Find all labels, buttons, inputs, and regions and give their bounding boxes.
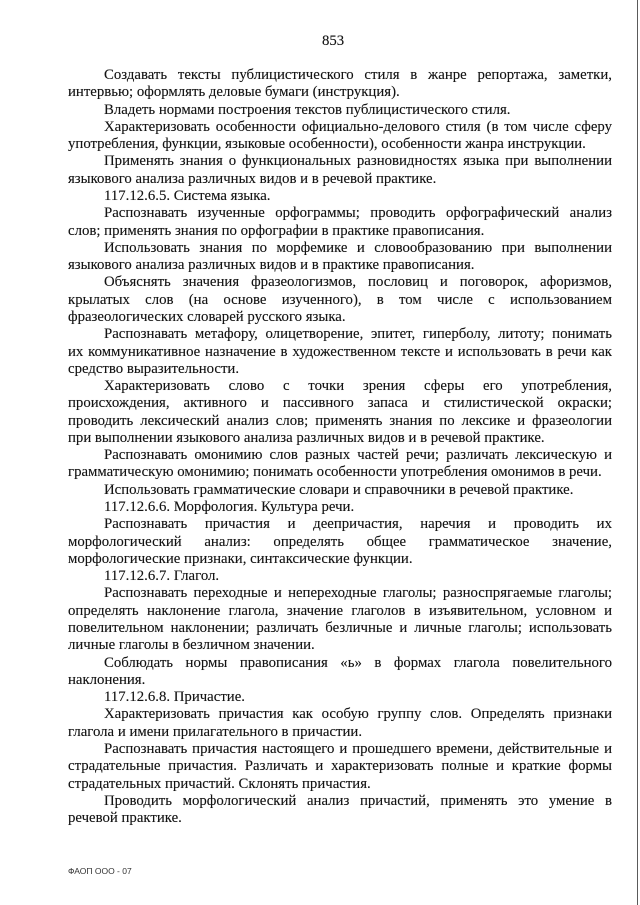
section-heading [68, 188, 612, 205]
text-line: Распознавать переходные и непереходные глаголы; разноспрягаемые глаголы; [104, 585, 612, 602]
text-line: глагола и имени прилагательного в причастии. [68, 723, 363, 740]
text-line: страдательные причастия. Различать и характеризовать полные и краткие формы [68, 758, 612, 775]
text-line: Создавать тексты публицистического стиля в жанре репортажа, заметки, [104, 67, 612, 83]
section-heading-text: 117.12.6.6. Морфология. Культура речи. [104, 499, 355, 516]
text-line: средство выразительности. [68, 360, 240, 377]
text-line: Распознавать причастия и деепричастия, наречия и проводить их [104, 516, 612, 533]
section-heading-text: 117.12.6.7. Глагол. [104, 568, 220, 585]
text-line: Владеть нормами построения текстов публицистического стиля. [104, 101, 511, 118]
text-line: Объяснять значения фразеологизмов, пословиц и поговорок, афоризмов, [104, 274, 612, 291]
text-line: Характеризовать слово с точки зрения сферы его употребления, [104, 378, 612, 395]
text-line: фразеологических словарей русского языка. [68, 308, 346, 325]
text-line: проводить лексический анализ слов; применять знания по лексике и фразеологии [68, 412, 612, 429]
scan-edge-line [637, 0, 638, 905]
text-line: их коммуникативное назначение в художественном тексте и использовать в речи как [68, 343, 612, 360]
text-line: Распознавать причастия настоящего и прошедшего времени, действительные и [104, 740, 612, 757]
paragraph [68, 240, 612, 275]
text-line: крылатых слов (на основе изученного), в том числе с использованием [68, 291, 612, 308]
text-line: Использовать знания по морфемике и словообразованию при выполнении [104, 239, 612, 256]
paragraph [68, 482, 612, 499]
text-line: Распознавать метафору, олицетворение, эпитет, гиперболу, литоту; понимать [104, 326, 612, 343]
text-line: наклонения. [68, 671, 146, 688]
text-line: Распознавать омонимию слов разных частей речи; различать лексическую и [104, 447, 612, 464]
paragraph [68, 447, 612, 482]
paragraph [68, 378, 612, 447]
text-line: определять наклонение глагола, значение глаголов в изъявительном, условном и [68, 602, 612, 619]
section-heading [68, 499, 612, 516]
text-line: страдательных причастий. Склонять причастия. [68, 775, 371, 792]
section-heading-text: 117.12.6.5. Система языка. [104, 187, 271, 204]
text-line: слов; применять знания по орфографии в практике правописания. [68, 222, 485, 239]
paragraph [68, 326, 612, 378]
text-line: морфологический анализ: определять общее грамматическое значение, [68, 533, 612, 550]
paragraph [68, 793, 612, 828]
paragraph [68, 516, 612, 568]
text-line: употребления, функции, языковые особенности), особенности жанра инструкции. [68, 136, 586, 153]
text-line: Использовать грамматические словари и справочники в речевой практике. [104, 481, 574, 498]
text-line: повелительном наклонении; различать безличные и личные глаголы; использовать [68, 620, 612, 636]
text-line: Распознавать изученные орфограммы; проводить орфографический анализ [104, 205, 612, 222]
paragraph [68, 153, 612, 188]
text-line: при выполнении языкового анализа различных видов и в речевой практике. [68, 429, 545, 446]
section-heading [68, 689, 612, 706]
paragraph [68, 585, 612, 654]
paragraph [68, 274, 612, 326]
text-line: Соблюдать нормы правописания «ь» в формах глагола повелительного [104, 654, 612, 671]
section-heading [68, 568, 612, 585]
paragraph [68, 205, 612, 240]
text-line: грамматическую омонимию; понимать особенности употребления омонимов в речи. [68, 464, 602, 481]
text-line: Проводить морфологический анализ причастий, применять это умение в [104, 792, 612, 809]
page-number: 853 [322, 33, 345, 49]
text-line: происхождения, активного и пассивного запаса и стилистической окраски; [68, 395, 612, 412]
text-line: Применять знания о функциональных разновидностях языка при выполнении [104, 153, 612, 170]
paragraph [68, 706, 612, 741]
paragraph [68, 119, 612, 154]
text-line: личные глаголы в безличном значении. [68, 637, 315, 654]
text-line: интервью; оформлять деловые бумаги (инструкция). [68, 84, 400, 101]
text-line: Характеризовать особенности официально-делового стиля (в том числе сферу [104, 118, 612, 135]
section-heading-text: 117.12.6.8. Причастие. [104, 689, 245, 706]
text-line: речевой практике. [68, 810, 182, 827]
paragraph [68, 741, 612, 793]
text-line: морфологические признаки, синтаксические функции. [68, 550, 413, 567]
document-body [68, 67, 612, 827]
text-line: языкового анализа различных видов и в речевой практике. [68, 170, 437, 187]
footer-code: ФАОП ООО - 07 [68, 866, 132, 876]
text-line: Характеризовать причастия как особую группу слов. Определять признаки [104, 706, 612, 723]
paragraph [68, 67, 612, 102]
paragraph [68, 102, 612, 119]
paragraph [68, 655, 612, 690]
text-line: языкового анализа различных видов и в практике правописания. [68, 257, 475, 274]
